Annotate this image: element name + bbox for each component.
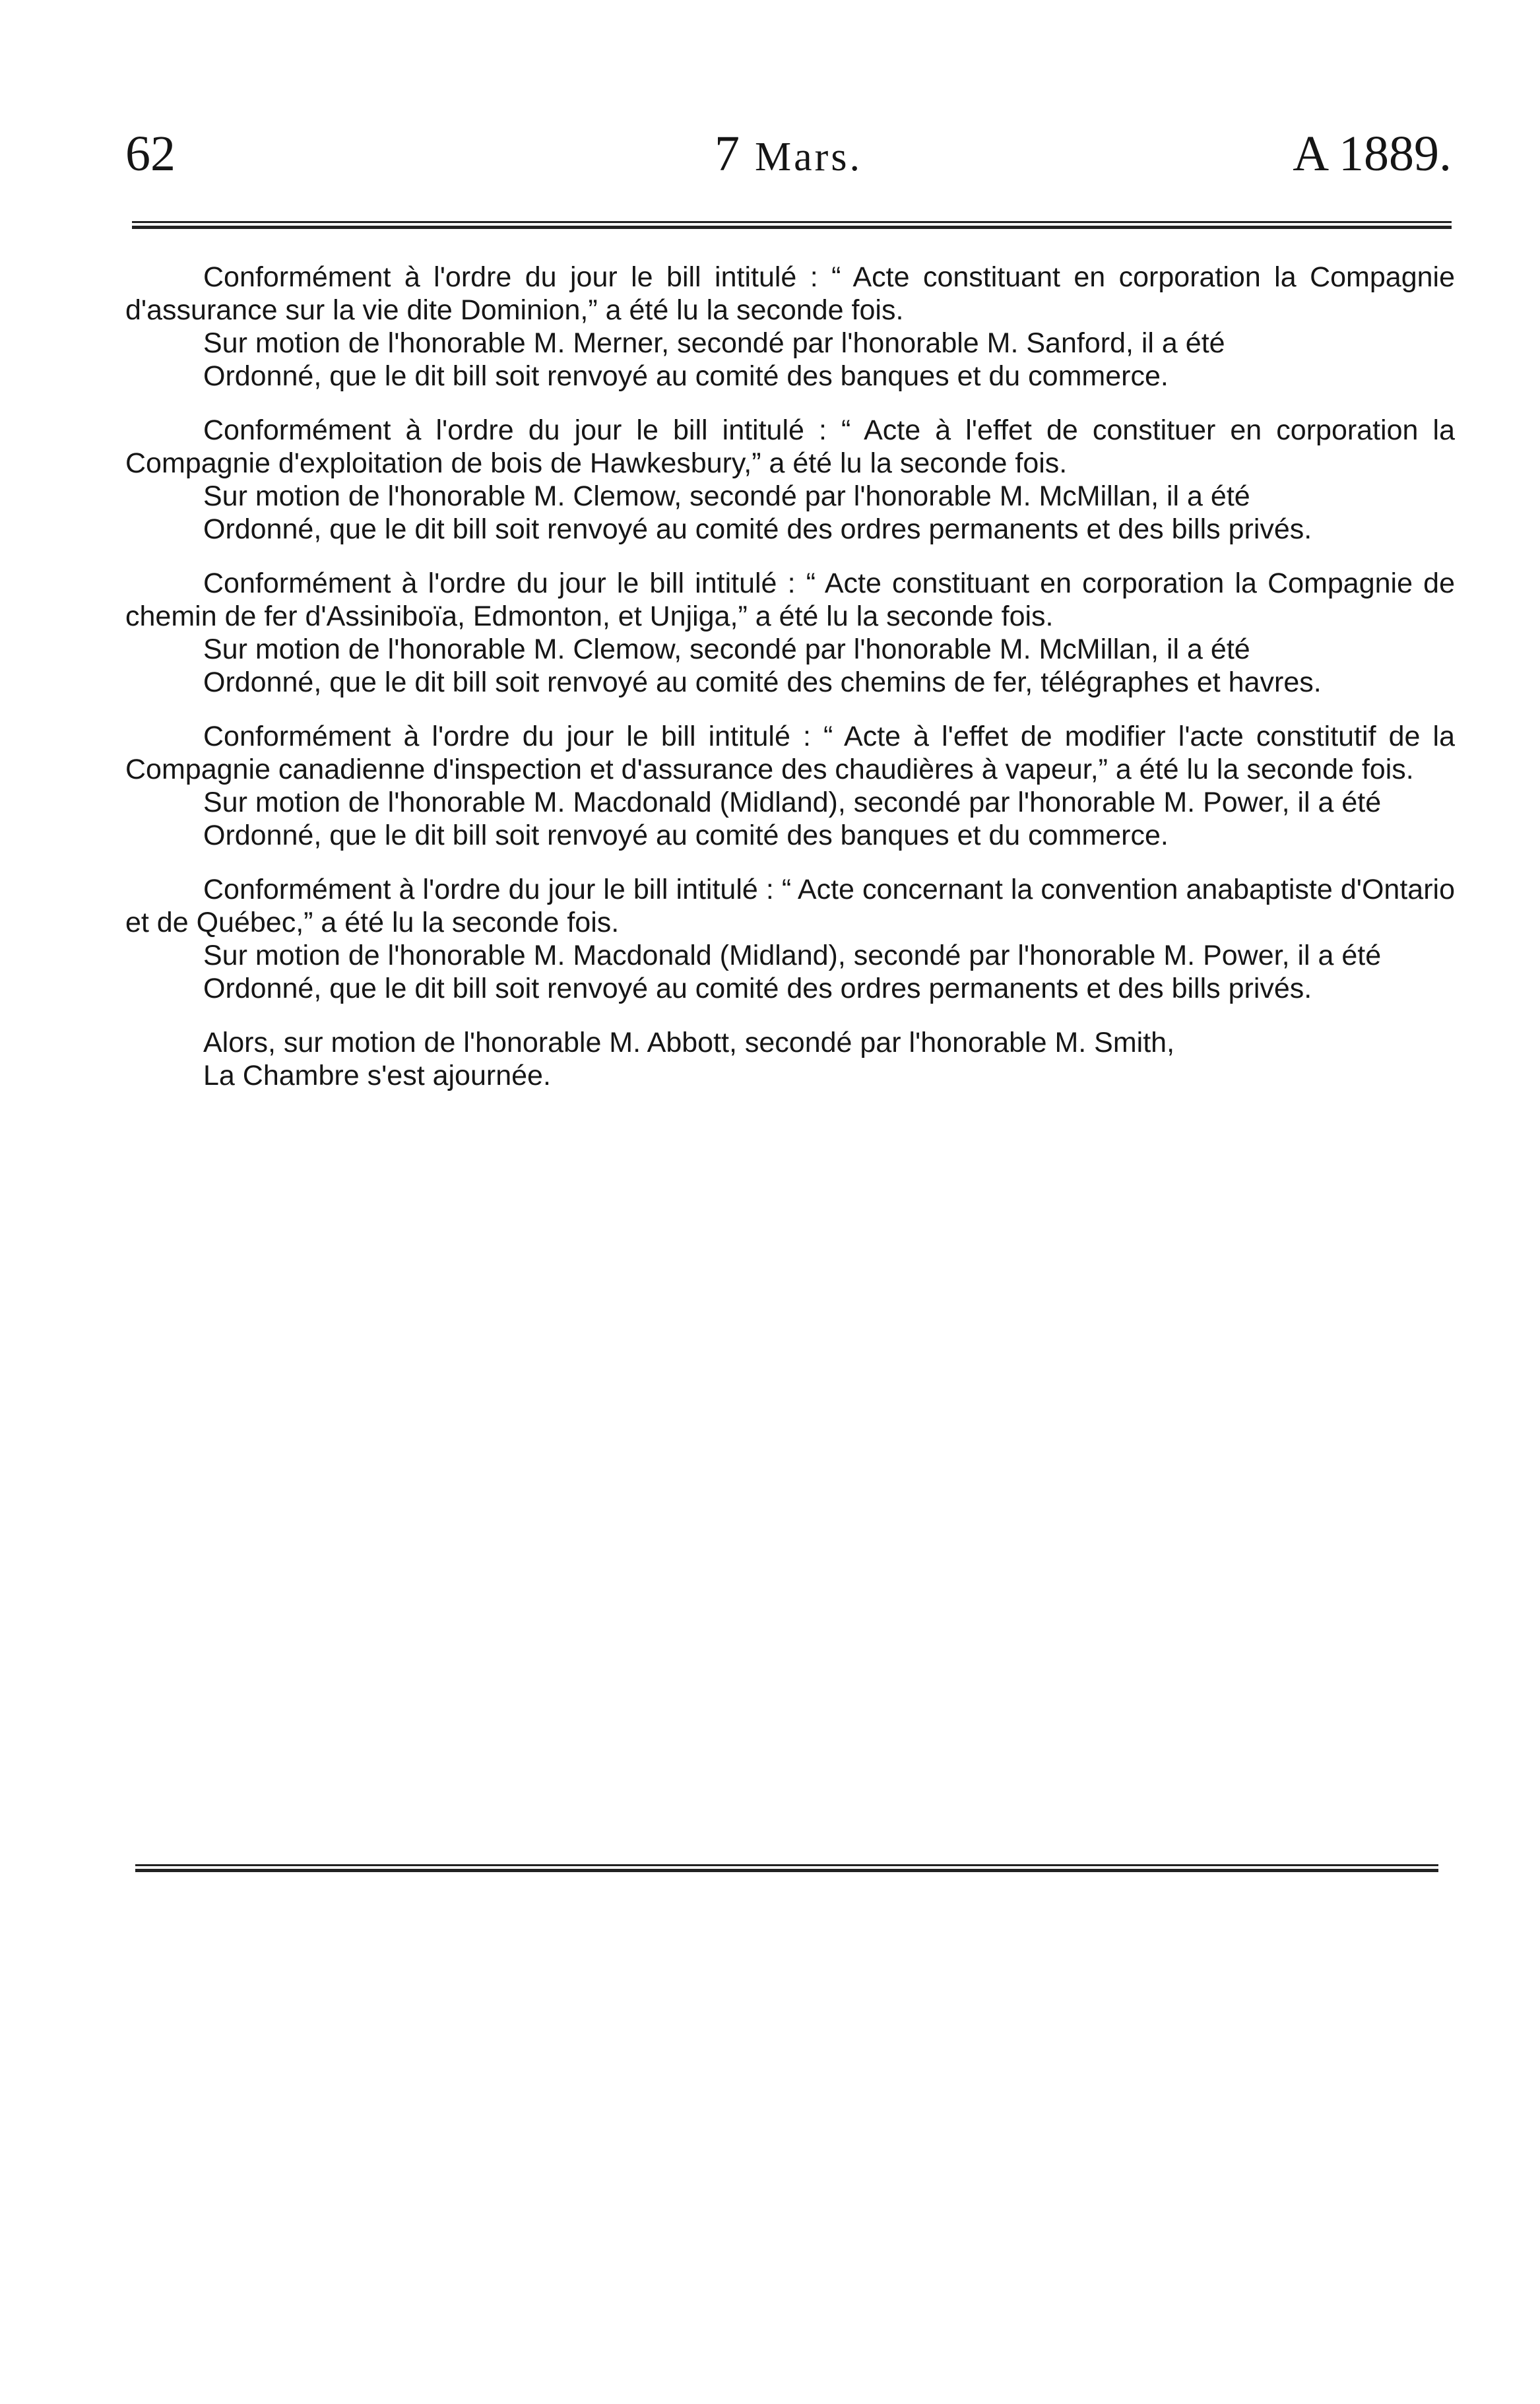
adjournment-result: La Chambre s'est ajournée. xyxy=(203,1060,551,1091)
order-text: Ordonné, que le dit bill soit renvoyé au comité des banques et du commerce. xyxy=(203,360,1169,392)
bill-entry xyxy=(125,414,1455,546)
motion-text: Sur motion de l'honorable M. Clemow, secondé par l'honorable M. McMillan, il a été xyxy=(203,480,1250,512)
adjournment-text xyxy=(125,1026,1455,1092)
adjournment-motion: Alors, sur motion de l'honorable M. Abbott, secondé par l'honorable M. Smith, xyxy=(203,1027,1175,1058)
bill-entry xyxy=(125,720,1455,852)
order-text: Ordonné, que le dit bill soit renvoyé au comité des ordres permanents et des bills privés. xyxy=(203,513,1312,545)
second-reading-text: Conformément à l'ordre du jour le bill intitulé : “ Acte concernant la convention anabaptiste d'Ontario et de Québec,” a été lu la seconde fois. xyxy=(125,874,1455,938)
date-day: 7 xyxy=(715,126,742,181)
page-date xyxy=(125,125,1452,183)
page-header xyxy=(125,125,1452,185)
adjournment-entry xyxy=(125,1026,1455,1092)
bill-entry xyxy=(125,261,1455,393)
order-text: Ordonné, que le dit bill soit renvoyé au comité des chemins de fer, télégraphes et havres. xyxy=(203,666,1322,698)
motion-text: Sur motion de l'honorable M. Clemow, secondé par l'honorable M. McMillan, il a été xyxy=(203,633,1250,665)
order-text: Ordonné, que le dit bill soit renvoyé au comité des ordres permanents et des bills privés. xyxy=(203,973,1312,1004)
order-text: Ordonné, que le dit bill soit renvoyé au comité des banques et du commerce. xyxy=(203,820,1169,851)
page-year: A 1889. xyxy=(1293,126,1452,181)
second-reading-text: Conformément à l'ordre du jour le bill intitulé : “ Acte constituant en corporation la Compagnie d'assurance sur la vie dite Dominion,” a été lu la seconde fois. xyxy=(125,261,1455,326)
footer-rule xyxy=(135,1864,1438,1872)
bill-entry xyxy=(125,567,1455,699)
motion-text: Sur motion de l'honorable M. Macdonald (Midland), secondé par l'honorable M. Power, il a été xyxy=(203,940,1382,971)
motion-text: Sur motion de l'honorable M. Merner, secondé par l'honorable M. Sanford, il a été xyxy=(203,327,1225,359)
second-reading-text: Conformément à l'ordre du jour le bill intitulé : “ Acte constituant en corporation la Compagnie de chemin de fer d'Assiniboïa, Edmonton, et Unjiga,” a été lu la seconde fois. xyxy=(125,568,1455,632)
header-rule xyxy=(132,221,1452,229)
date-month: Mars. xyxy=(755,135,862,179)
second-reading-text: Conformément à l'ordre du jour le bill intitulé : “ Acte à l'effet de constituer en corporation la Compagnie d'exploitation de bois de Hawkesbury,” a été lu la seconde fois. xyxy=(125,414,1455,479)
bill-entry xyxy=(125,873,1455,1005)
page-number: 62 xyxy=(125,126,176,181)
proceedings-body xyxy=(125,261,1455,1092)
second-reading-text: Conformément à l'ordre du jour le bill intitulé : “ Acte à l'effet de modifier l'acte constitutif de la Compagnie canadienne d'inspection et d'assurance des chaudières à vapeur,” a été lu la seconde fois. xyxy=(125,721,1455,785)
motion-text: Sur motion de l'honorable M. Macdonald (Midland), secondé par l'honorable M. Power, il a été xyxy=(203,787,1382,818)
